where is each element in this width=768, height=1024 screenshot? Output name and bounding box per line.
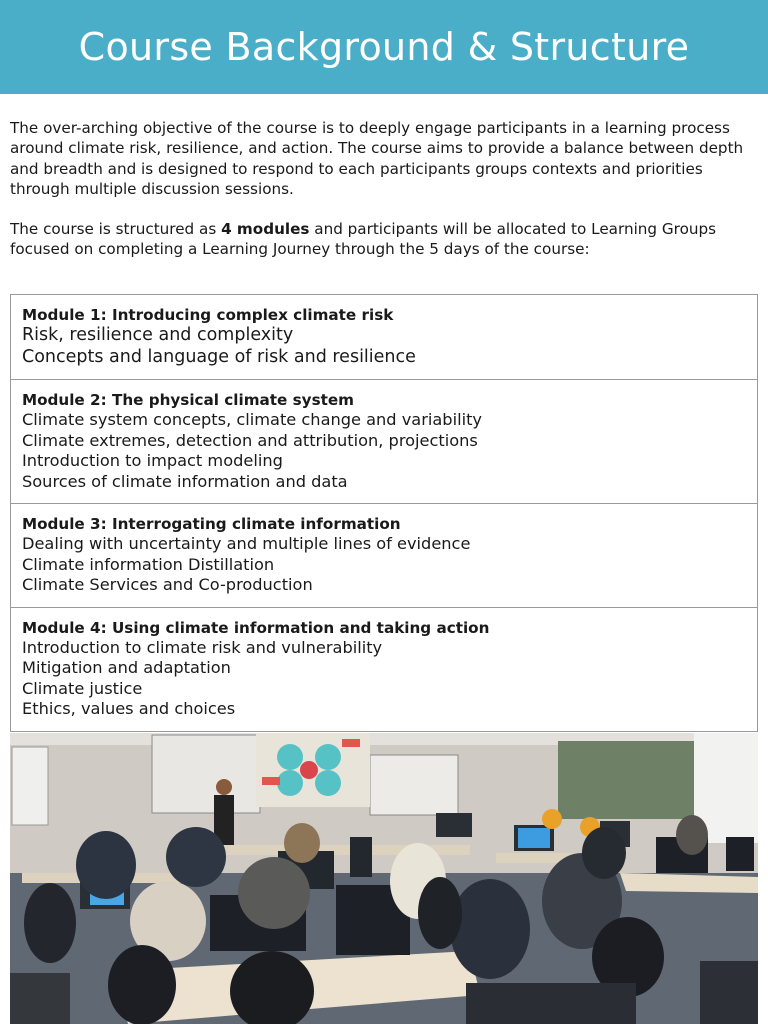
modules-table (10, 294, 758, 732)
module-title: Module 1: Introducing complex climate risk (22, 306, 394, 324)
page-title: Course Background & Structure (78, 25, 690, 69)
module-item: Mitigation and adaptation (22, 658, 231, 677)
module-1 (11, 295, 757, 379)
intro-paragraph-2 (10, 219, 760, 260)
module-item: Dealing with uncertainty and multiple lines of evidence (22, 534, 471, 553)
intro-paragraph-1: The over-arching objective of the course is to deeply engage participants in a learning process around climate risk, resilience, and action. The course aims to provide a balance between depth and breadth and is designed to respond to each participants groups contexts and priorities through multiple discussion sessions. (10, 119, 744, 198)
module-2 (11, 379, 757, 503)
module-item: Climate Services and Co-production (22, 575, 313, 594)
intro-text-after: and participants will be allocated to Learning Groups focused on completing a Learning Journey through the 5 days of the course: (10, 220, 717, 259)
module-item: Climate extremes, detection and attribution, projections (22, 430, 478, 450)
module-4 (11, 607, 757, 731)
module-title: Module 4: Using climate information and taking action (22, 618, 490, 637)
module-title: Module 2: The physical climate system (22, 391, 354, 409)
module-title: Module 3: Interrogating climate information (22, 515, 401, 533)
module-item: Sources of climate information and data (22, 471, 348, 491)
intro-modules-count: 4 modules (221, 220, 310, 239)
module-item: Climate justice (22, 678, 143, 698)
module-item: Concepts and language of risk and resilience (22, 346, 416, 367)
intro-section (10, 118, 760, 280)
intro-text-before: The course is structured as (10, 220, 222, 239)
module-item: Ethics, values and choices (22, 699, 236, 718)
module-item: Introduction to climate risk and vulnerability (22, 637, 383, 657)
module-item: Introduction to impact modeling (22, 451, 283, 470)
module-3 (11, 503, 757, 607)
classroom-illustration (10, 733, 758, 1024)
header-banner (0, 0, 768, 94)
module-item: Risk, resilience and complexity (22, 325, 294, 345)
classroom-photo (10, 733, 758, 1024)
module-item: Climate information Distillation (22, 554, 275, 574)
module-item: Climate system concepts, climate change and variability (22, 410, 482, 429)
